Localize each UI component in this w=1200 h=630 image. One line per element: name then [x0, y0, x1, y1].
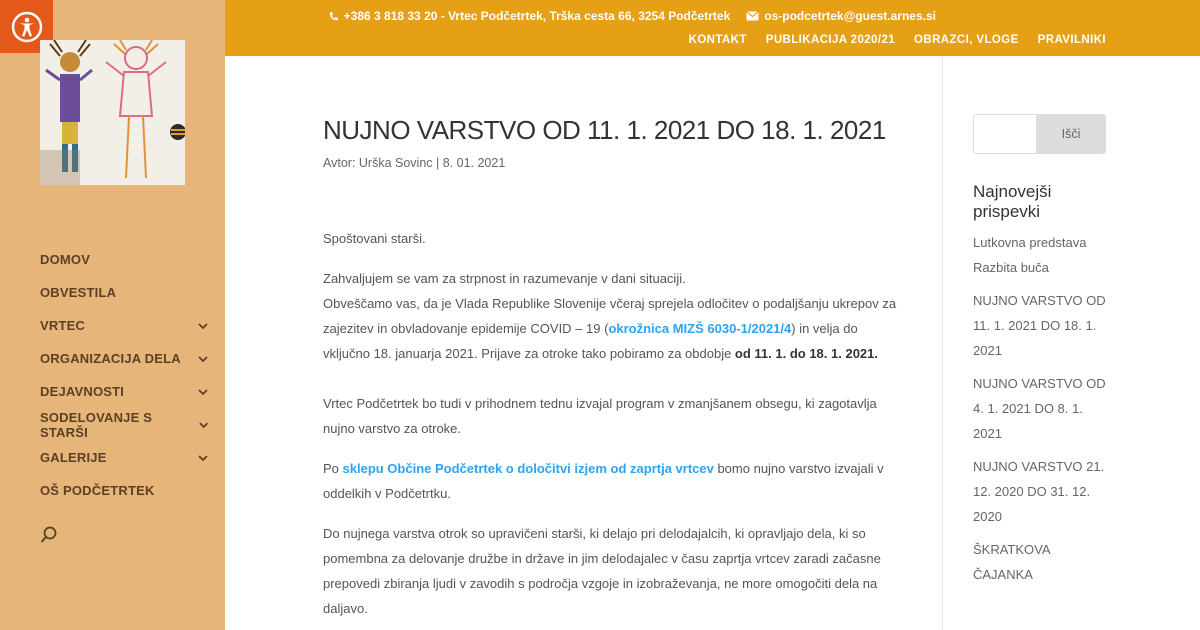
paragraph: Spoštovani starši.: [323, 231, 426, 246]
recent-post-link[interactable]: Lutkovna predstava Razbita buča: [973, 235, 1087, 275]
nav-item-os-podcetrtek[interactable]: OŠ PODČETRTEK: [40, 483, 155, 498]
accessibility-icon: [11, 11, 43, 43]
column-divider: [942, 56, 943, 630]
sidebar-search-toggle[interactable]: [40, 526, 58, 548]
main-navigation: [40, 243, 210, 507]
site-logo[interactable]: [40, 40, 185, 185]
email-info[interactable]: os-podcetrtek@guest.arnes.si: [746, 9, 936, 23]
recent-posts-list: [973, 230, 1106, 587]
nav-item-galerije[interactable]: GALERIJE: [40, 441, 210, 474]
topnav-obrazci-vloge[interactable]: OBRAZCI, VLOGE: [914, 34, 1019, 46]
search-button[interactable]: Išči: [1036, 114, 1106, 154]
okroznica-link[interactable]: okrožnica MIZŠ 6030-1/2021/4: [608, 321, 792, 336]
chevron-down-icon[interactable]: [196, 385, 210, 399]
post-meta: Avtor: Urška Sovinc | 8. 01. 2021: [323, 156, 506, 170]
nav-item-vrtec[interactable]: VRTEC: [40, 309, 210, 342]
chevron-down-icon[interactable]: [196, 352, 210, 366]
post-body: [323, 226, 903, 621]
sklep-obcine-link[interactable]: sklepu Občine Podčetrtek o določitvi izjem od zaprtja vrtcev: [342, 461, 714, 476]
phone-info: +386 3 818 33 20 - Vrtec Podčetrtek, Trška cesta 66, 3254 Podčetrtek: [328, 9, 731, 23]
search-input[interactable]: [973, 114, 1036, 154]
search-icon[interactable]: [40, 526, 58, 544]
phone-icon: [328, 11, 339, 22]
chevron-down-icon[interactable]: [196, 319, 210, 333]
paragraph: Zahvaljujem se vam za strpnost in razumevanje v dani situaciji. Obveščamo vas, da je Vlada Republike Slovenije včeraj sprejela odločitev o podaljšanju ukrepov za zajezitev in obvladovanje epidemije COVID – 19 (okrožnica MIZŠ 6030-1/2021/4) in velja do vključno 18. januarja 2021. Prijave za otroke tako pobiramo za obdobje od 11. 1. do 18. 1. 2021.: [323, 271, 897, 361]
nav-item-organizacija-dela[interactable]: ORGANIZACIJA DELA: [40, 342, 210, 375]
right-sidebar: [973, 114, 1106, 595]
mail-icon: [746, 11, 759, 21]
nav-item-obvestila[interactable]: OBVESTILA: [40, 285, 117, 300]
topnav-publikacija[interactable]: PUBLIKACIJA 2020/21: [765, 34, 896, 46]
top-header: [225, 0, 1200, 56]
secondary-navigation: [689, 34, 1106, 46]
recent-post-link[interactable]: NUJNO VARSTVO OD 11. 1. 2021 DO 18. 1. 2021: [973, 293, 1106, 358]
recent-posts-title: Najnovejši prispevki: [973, 182, 1052, 221]
chevron-down-icon[interactable]: [196, 451, 210, 465]
topnav-kontakt[interactable]: KONTAKT: [688, 34, 747, 46]
nav-item-dejavnosti[interactable]: DEJAVNOSTI: [40, 375, 210, 408]
recent-post-link[interactable]: NUJNO VARSTVO OD 4. 1. 2021 DO 8. 1. 2021: [973, 376, 1106, 441]
paragraph: Do nujnega varstva otrok so upravičeni starši, ki delajo pri delodajalcih, ki opravljajo dela, ki so pomembna za delovanje družbe in države in jim delodajalec v času zaprtja vrtcev zaradi začasne prepovedi zbiranja ljudi v zavodih s področja vzgoje in izobraževanja, ne more omogočiti dela na daljavo.: [323, 526, 881, 616]
post-article: [323, 112, 903, 630]
paragraph: Po sklepu Občine Podčetrtek o določitvi izjem od zaprtja vrtcev bomo nujno varstvo izvajali v oddelkih v Podčetrtku.: [323, 461, 884, 501]
search-widget: [973, 114, 1106, 154]
post-title: NUJNO VARSTVO OD 11. 1. 2021 DO 18. 1. 2021: [323, 115, 886, 145]
nav-item-domov[interactable]: DOMOV: [40, 252, 91, 267]
paragraph: Vrtec Podčetrtek bo tudi v prihodnem tednu izvajal program v zmanjšanem obsegu, ki zagotavlja nujno varstvo za otroke.: [323, 396, 877, 436]
contact-info: [328, 9, 936, 23]
recent-post-link[interactable]: NUJNO VARSTVO 21. 12. 2020 DO 31. 12. 2020: [973, 459, 1105, 524]
child-drawing-logo: [40, 40, 185, 185]
left-sidebar: [0, 0, 225, 630]
topnav-pravilniki[interactable]: PRAVILNIKI: [1037, 34, 1106, 46]
nav-item-sodelovanje-s-starsi[interactable]: SODELOVANJE S STARŠI: [40, 408, 210, 441]
chevron-down-icon[interactable]: [197, 418, 210, 432]
recent-post-link[interactable]: ŠKRATKOVA ČAJANKA: [973, 542, 1050, 582]
